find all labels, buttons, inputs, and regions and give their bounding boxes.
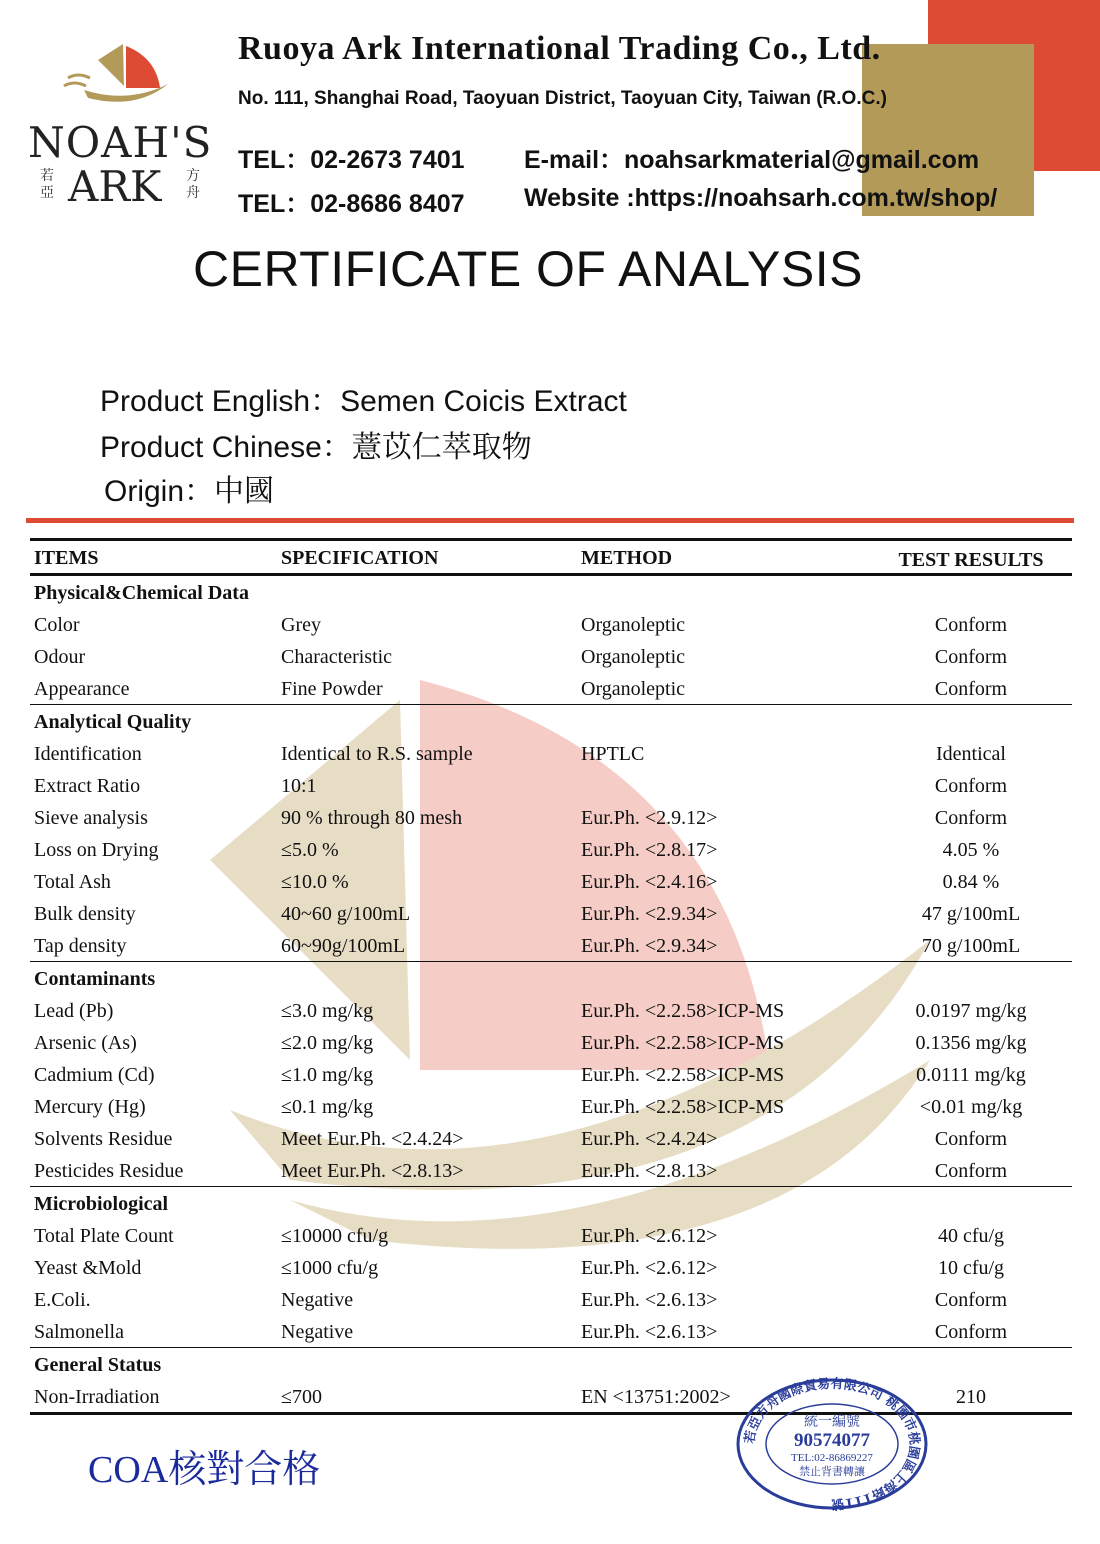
cell-item: E.Coli. <box>34 1289 91 1311</box>
cell-method: Eur.Ph. <2.4.24> <box>581 1128 718 1150</box>
section-title-row <box>30 1187 1072 1219</box>
cell-item: Mercury (Hg) <box>34 1096 146 1118</box>
cell-spec: ≤1000 cfu/g <box>281 1257 379 1279</box>
seal-line-3: TEL:02-86869227 <box>791 1452 873 1464</box>
table-row <box>30 769 1072 801</box>
product-english: Product English：Semen Coicis Extract <box>100 385 627 418</box>
cell-result: Conform <box>934 807 1008 829</box>
cell-method: Eur.Ph. <2.9.34> <box>581 935 718 957</box>
cell-result: 0.0197 mg/kg <box>915 1000 1027 1022</box>
cell-method: Eur.Ph. <2.2.58>ICP-MS <box>581 1000 785 1022</box>
cell-spec: Characteristic <box>281 646 393 668</box>
header-method: METHOD <box>581 547 673 569</box>
table-row <box>30 1026 1072 1058</box>
cell-spec: Grey <box>281 614 321 636</box>
table-row <box>30 1058 1072 1090</box>
ship-sail-icon <box>28 40 228 120</box>
cell-item: Color <box>34 614 80 636</box>
cell-result: 0.1356 mg/kg <box>915 1032 1027 1054</box>
cell-result: Conform <box>934 1128 1008 1150</box>
cell-item: Identification <box>34 743 142 765</box>
section-title-row <box>30 705 1072 737</box>
approval-text: COA核對合格 <box>88 1449 321 1491</box>
table-row <box>30 1283 1072 1315</box>
logo-cn-right: 方舟 <box>186 168 200 201</box>
cell-item: Pesticides Residue <box>34 1160 184 1182</box>
cell-method: Eur.Ph. <2.8.13> <box>581 1160 718 1182</box>
company-seal-stamp <box>734 1376 930 1512</box>
cell-result: Conform <box>934 1321 1008 1343</box>
header-items: ITEMS <box>34 547 99 569</box>
section-title-row <box>30 962 1072 994</box>
cell-spec: 60~90g/100mL <box>281 935 406 957</box>
cell-item: Loss on Drying <box>34 839 159 861</box>
cell-item: Solvents Residue <box>34 1128 173 1150</box>
table-row <box>30 994 1072 1026</box>
table-row <box>30 1315 1072 1347</box>
cell-result: Conform <box>934 1289 1008 1311</box>
cell-item: Total Plate Count <box>34 1225 174 1247</box>
cell-method: EN <13751:2002> <box>581 1386 731 1408</box>
cell-item: Odour <box>34 646 86 668</box>
cell-result: 47 g/100mL <box>921 903 1021 925</box>
table-row <box>30 1219 1072 1251</box>
cell-spec: 90 % through 80 mesh <box>281 807 463 829</box>
cell-spec: ≤1.0 mg/kg <box>281 1064 374 1086</box>
cell-spec: ≤10000 cfu/g <box>281 1225 389 1247</box>
cell-method: Eur.Ph. <2.6.13> <box>581 1321 718 1343</box>
table-row <box>30 672 1072 704</box>
logo-cn-left: 若亞 <box>40 168 54 201</box>
cell-result: 4.05 % <box>942 839 1000 861</box>
cell-method: Eur.Ph. <2.6.13> <box>581 1289 718 1311</box>
cell-result: Conform <box>934 1160 1008 1182</box>
cell-item: Salmonella <box>34 1321 124 1343</box>
cell-result: 40 cfu/g <box>937 1225 1005 1247</box>
cell-method: Organoleptic <box>581 646 686 668</box>
table-row <box>30 640 1072 672</box>
cell-spec: ≤700 <box>281 1386 322 1408</box>
table-row <box>30 801 1072 833</box>
cell-method: Eur.Ph. <2.9.12> <box>581 807 718 829</box>
cell-spec: Meet Eur.Ph. <2.8.13> <box>281 1160 464 1182</box>
product-chinese: Product Chinese：薏苡仁萃取物 <box>100 431 532 464</box>
cell-method: Eur.Ph. <2.6.12> <box>581 1257 718 1279</box>
company-name: Ruoya Ark International Trading Co., Ltd. <box>238 30 881 67</box>
table-row <box>30 737 1072 769</box>
email: E-mail：noahsarkmaterial@gmail.com <box>524 146 980 174</box>
cell-method: Organoleptic <box>581 678 686 700</box>
cell-spec: Fine Powder <box>281 678 383 700</box>
cell-result: Conform <box>934 646 1008 668</box>
cell-result: Identical <box>936 743 1006 765</box>
cell-item: Total Ash <box>34 871 111 893</box>
cell-spec: Identical to R.S. sample <box>281 743 473 765</box>
cell-method: Eur.Ph. <2.9.34> <box>581 903 718 925</box>
cell-result: 210 <box>956 1386 986 1408</box>
logo-wordmark-top: NOAH'S <box>28 118 213 167</box>
cell-item: Bulk density <box>34 903 136 925</box>
cell-method: Organoleptic <box>581 614 686 636</box>
cell-method: Eur.Ph. <2.6.12> <box>581 1225 718 1247</box>
header-specification: SPECIFICATION <box>281 547 439 569</box>
table-row <box>30 1122 1072 1154</box>
phone-1: TEL：02-2673 7401 <box>238 146 465 174</box>
cell-method: HPTLC <box>581 743 645 765</box>
cell-result: Conform <box>934 775 1008 797</box>
table-row <box>30 1251 1072 1283</box>
table-row <box>30 608 1072 640</box>
section-title: General Status <box>34 1354 162 1376</box>
analysis-table <box>30 538 1072 1415</box>
seal-line-1: 統一編號 <box>804 1414 860 1430</box>
product-origin: Origin：中國 <box>104 475 275 508</box>
document-title: CERTIFICATE OF ANALYSIS <box>193 241 863 297</box>
table-row <box>30 1154 1072 1186</box>
section-title: Microbiological <box>34 1193 169 1215</box>
cell-spec: ≤5.0 % <box>281 839 339 861</box>
section-title: Contaminants <box>34 968 156 990</box>
cell-spec: ≤3.0 mg/kg <box>281 1000 374 1022</box>
table-row <box>30 833 1072 865</box>
cell-item: Lead (Pb) <box>34 1000 114 1022</box>
cell-spec: Meet Eur.Ph. <2.4.24> <box>281 1128 464 1150</box>
table-row <box>30 929 1072 961</box>
header-test-results: TEST RESULTS <box>898 549 1044 571</box>
cell-spec: 10:1 <box>281 775 317 797</box>
cell-result: <0.01 mg/kg <box>919 1096 1023 1118</box>
cell-spec: Negative <box>281 1289 354 1311</box>
cell-method: Eur.Ph. <2.2.58>ICP-MS <box>581 1032 785 1054</box>
cell-result: 70 g/100mL <box>921 935 1021 957</box>
table-row <box>30 897 1072 929</box>
cell-spec: ≤10.0 % <box>281 871 349 893</box>
cell-item: Cadmium (Cd) <box>34 1064 155 1086</box>
logo-wordmark-bottom: ARK <box>68 162 162 211</box>
cell-item: Extract Ratio <box>34 775 141 797</box>
website: Website :https://noahsarh.com.tw/shop/ <box>524 184 998 212</box>
cell-item: Sieve analysis <box>34 807 148 829</box>
company-logo <box>28 40 228 220</box>
cell-item: Appearance <box>34 678 130 700</box>
table-row <box>30 1090 1072 1122</box>
divider-rule <box>26 518 1074 523</box>
cell-result: 0.84 % <box>942 871 1000 893</box>
cell-item: Yeast &Mold <box>34 1257 142 1279</box>
cell-method: Eur.Ph. <2.2.58>ICP-MS <box>581 1096 785 1118</box>
section-title-row <box>30 576 1072 608</box>
seal-line-4: 禁止背書轉讓 <box>799 1465 865 1478</box>
cell-method: Eur.Ph. <2.2.58>ICP-MS <box>581 1064 785 1086</box>
cell-spec: ≤2.0 mg/kg <box>281 1032 374 1054</box>
cell-spec: Negative <box>281 1321 354 1343</box>
cell-item: Non-Irradiation <box>34 1386 160 1408</box>
section-title: Analytical Quality <box>34 711 192 733</box>
cell-item: Arsenic (As) <box>34 1032 137 1054</box>
cell-method: Eur.Ph. <2.8.17> <box>581 839 718 861</box>
table-header-row <box>30 541 1072 573</box>
cell-result: Conform <box>934 678 1008 700</box>
cell-method: Eur.Ph. <2.4.16> <box>581 871 718 893</box>
seal-line-2: 90574077 <box>794 1430 870 1451</box>
company-address: No. 111, Shanghai Road, Taoyuan District, Taoyuan City, Taiwan (R.O.C.) <box>238 88 887 109</box>
section-title: Physical&Chemical Data <box>34 582 249 604</box>
cell-result: 0.0111 mg/kg <box>916 1064 1026 1086</box>
cell-item: Tap density <box>34 935 127 957</box>
table-row <box>30 865 1072 897</box>
cell-spec: 40~60 g/100mL <box>281 903 411 925</box>
seal-outer-text: 若亞方舟國際貿易有限公司 桃園市桃園區上海路111號 <box>742 1376 922 1512</box>
cell-spec: ≤0.1 mg/kg <box>281 1096 374 1118</box>
phone-2: TEL：02-8686 8407 <box>238 190 465 218</box>
cell-result: Conform <box>934 614 1008 636</box>
cell-result: 10 cfu/g <box>937 1257 1005 1279</box>
